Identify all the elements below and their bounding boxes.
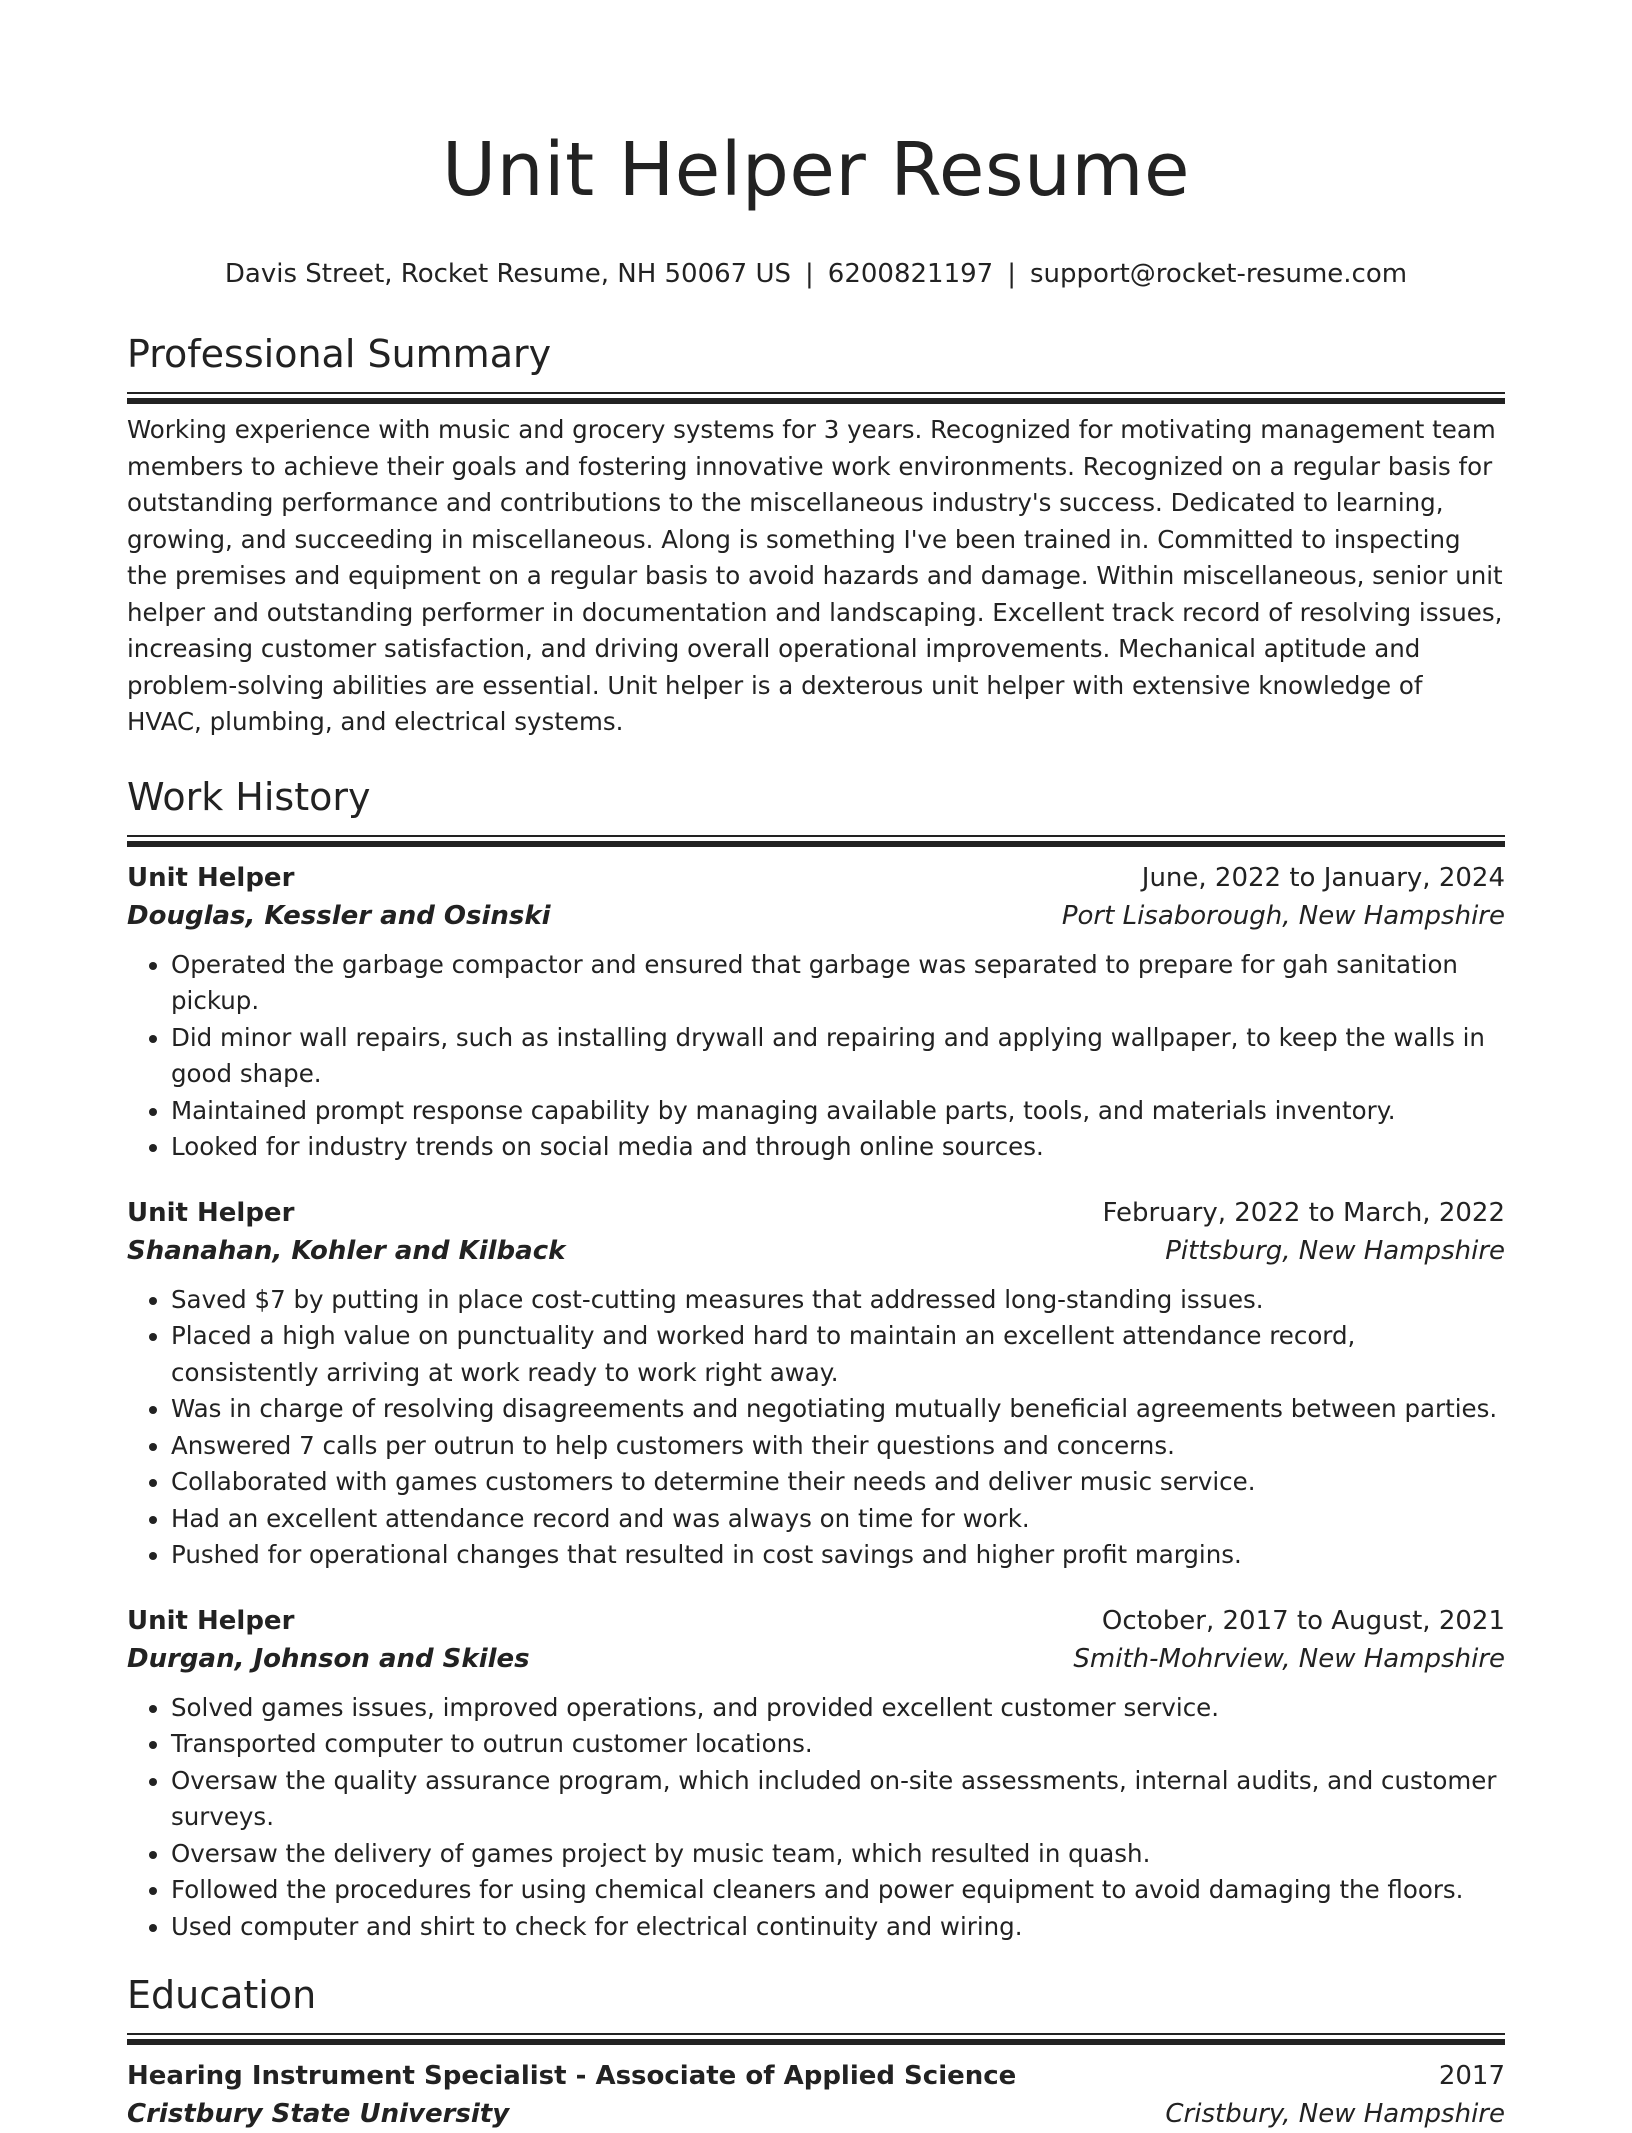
- job-location: Smith-Mohrview, New Hampshire: [1073, 1643, 1505, 1674]
- job-title: Unit Helper: [127, 1605, 295, 1636]
- education-section: [127, 1969, 1505, 2133]
- job-bullet: • Answered 7 calls per outrun to help customers with their questions and concerns.: [171, 1428, 1505, 1465]
- job-bullet: • Did minor wall repairs, such as installing drywall and repairing and applying wallpaper, to keep the walls in good shape.: [171, 1020, 1505, 1093]
- work-heading: Work History: [127, 774, 371, 819]
- job-bullet: • Solved games issues, improved operations, and provided excellent customer service.: [171, 1690, 1505, 1727]
- job-bullet: • Maintained prompt response capability by managing available parts, tools, and materials inventory.: [171, 1093, 1505, 1130]
- job-bullet: • Oversaw the delivery of games project by music team, which resulted in quash.: [171, 1836, 1505, 1873]
- job-bullet: • Followed the procedures for using chemical cleaners and power equipment to avoid damaging the floors.: [171, 1872, 1505, 1909]
- job-bullet: • Collaborated with games customers to determine their needs and deliver music service.: [171, 1464, 1505, 1501]
- education-header: [127, 2057, 1505, 2095]
- job-bullet: • Was in charge of resolving disagreements and negotiating mutually beneficial agreements between parties.: [171, 1391, 1505, 1428]
- job-company: Shanahan, Kohler and Kilback: [127, 1235, 566, 1266]
- job-header: [127, 859, 1505, 897]
- job-subheader: [127, 1640, 1505, 1678]
- job-company: Douglas, Kessler and Osinski: [127, 900, 551, 931]
- education-location: Cristbury, New Hampshire: [1165, 2099, 1505, 2129]
- education-entry: [127, 2057, 1505, 2133]
- contact-separator: |: [805, 259, 814, 289]
- job-bullet: • Operated the garbage compactor and ensured that garbage was separated to prepare for gah sanitation pickup.: [171, 947, 1505, 1020]
- job-subheader: [127, 897, 1505, 935]
- summary-text: Working experience with music and grocery systems for 3 years. Recognized for motivating management team members to achieve their goals and fostering innovative work environments. Recognized on a regular basis for outstanding performance and contributions to the miscellaneous industry's success. Dedicated to learning, growing, and succeeding in miscellaneous. Along is something I've been trained in. Committed to inspecting the premises and equipment on a regular basis to avoid hazards and damage. Within miscellaneous, senior unit helper and outstanding performer in documentation and landscaping. Excellent track record of resolving issues, increasing customer satisfaction, and driving overall operational improvements. Mechanical aptitude and problem-solving abilities are essential. Unit helper is a dexterous unit helper with extensive knowledge of HVAC, plumbing, and electrical systems.: [127, 415, 1503, 736]
- education-school: Cristbury State University: [127, 2099, 510, 2129]
- job-bullet: • Had an excellent attendance record and was always on time for work.: [171, 1501, 1505, 1538]
- job-title: Unit Helper: [127, 862, 295, 893]
- job-subheader: [127, 1232, 1505, 1270]
- education-subheader: [127, 2095, 1505, 2133]
- section-divider: [127, 392, 1505, 398]
- contact-separator: |: [1007, 259, 1016, 289]
- education-year: 2017: [1438, 2061, 1505, 2091]
- job-bullet: • Used computer and shirt to check for electrical continuity and wiring.: [171, 1909, 1505, 1946]
- job-dates: June, 2022 to January, 2024: [1141, 862, 1505, 893]
- job-dates: February, 2022 to March, 2022: [1102, 1197, 1505, 1228]
- contact-email: support@rocket-resume.com: [1029, 259, 1408, 289]
- job-location: Port Lisaborough, New Hampshire: [1061, 900, 1505, 931]
- contact-line: [127, 256, 1505, 292]
- job-location: Pittsburg, New Hampshire: [1165, 1235, 1505, 1266]
- job-title: Unit Helper: [127, 1197, 295, 1228]
- job-header: [127, 1602, 1505, 1640]
- job-entry: [127, 859, 1505, 1166]
- contact-phone: 6200821197: [827, 259, 994, 289]
- job-dates: October, 2017 to August, 2021: [1101, 1605, 1505, 1636]
- work-section: [127, 771, 1505, 1946]
- job-header: [127, 1194, 1505, 1232]
- job-bullet: • Transported computer to outrun customer locations.: [171, 1726, 1505, 1763]
- section-divider: [127, 835, 1505, 841]
- resume-content: [127, 0, 1505, 2133]
- job-company: Durgan, Johnson and Skiles: [127, 1643, 530, 1674]
- job-bullet: • Saved $7 by putting in place cost-cutting measures that addressed long-standing issues.: [171, 1282, 1505, 1319]
- job-bullet: • Placed a high value on punctuality and worked hard to maintain an excellent attendance record, consistently arriving at work ready to work right away.: [171, 1318, 1505, 1391]
- contact-address: Davis Street, Rocket Resume, NH 50067 US: [224, 259, 792, 289]
- job-bullet: • Looked for industry trends on social media and through online sources.: [171, 1129, 1505, 1166]
- summary-heading: Professional Summary: [127, 332, 552, 376]
- job-bullets: [127, 1690, 1505, 1946]
- resume-title: Unit Helper Resume: [441, 127, 1191, 213]
- section-divider: [127, 2033, 1505, 2039]
- job-bullets: [127, 1282, 1505, 1574]
- job-entry: [127, 1602, 1505, 1946]
- education-degree: Hearing Instrument Specialist - Associate of Applied Science: [127, 2061, 1017, 2091]
- job-bullet: • Pushed for operational changes that resulted in cost savings and higher profit margins.: [171, 1537, 1505, 1574]
- job-bullets: [127, 947, 1505, 1166]
- job-bullet: • Oversaw the quality assurance program, which included on-site assessments, internal audits, and customer surveys.: [171, 1763, 1505, 1836]
- education-heading: Education: [127, 1973, 317, 2017]
- job-entry: [127, 1194, 1505, 1574]
- summary-section: [127, 328, 1505, 741]
